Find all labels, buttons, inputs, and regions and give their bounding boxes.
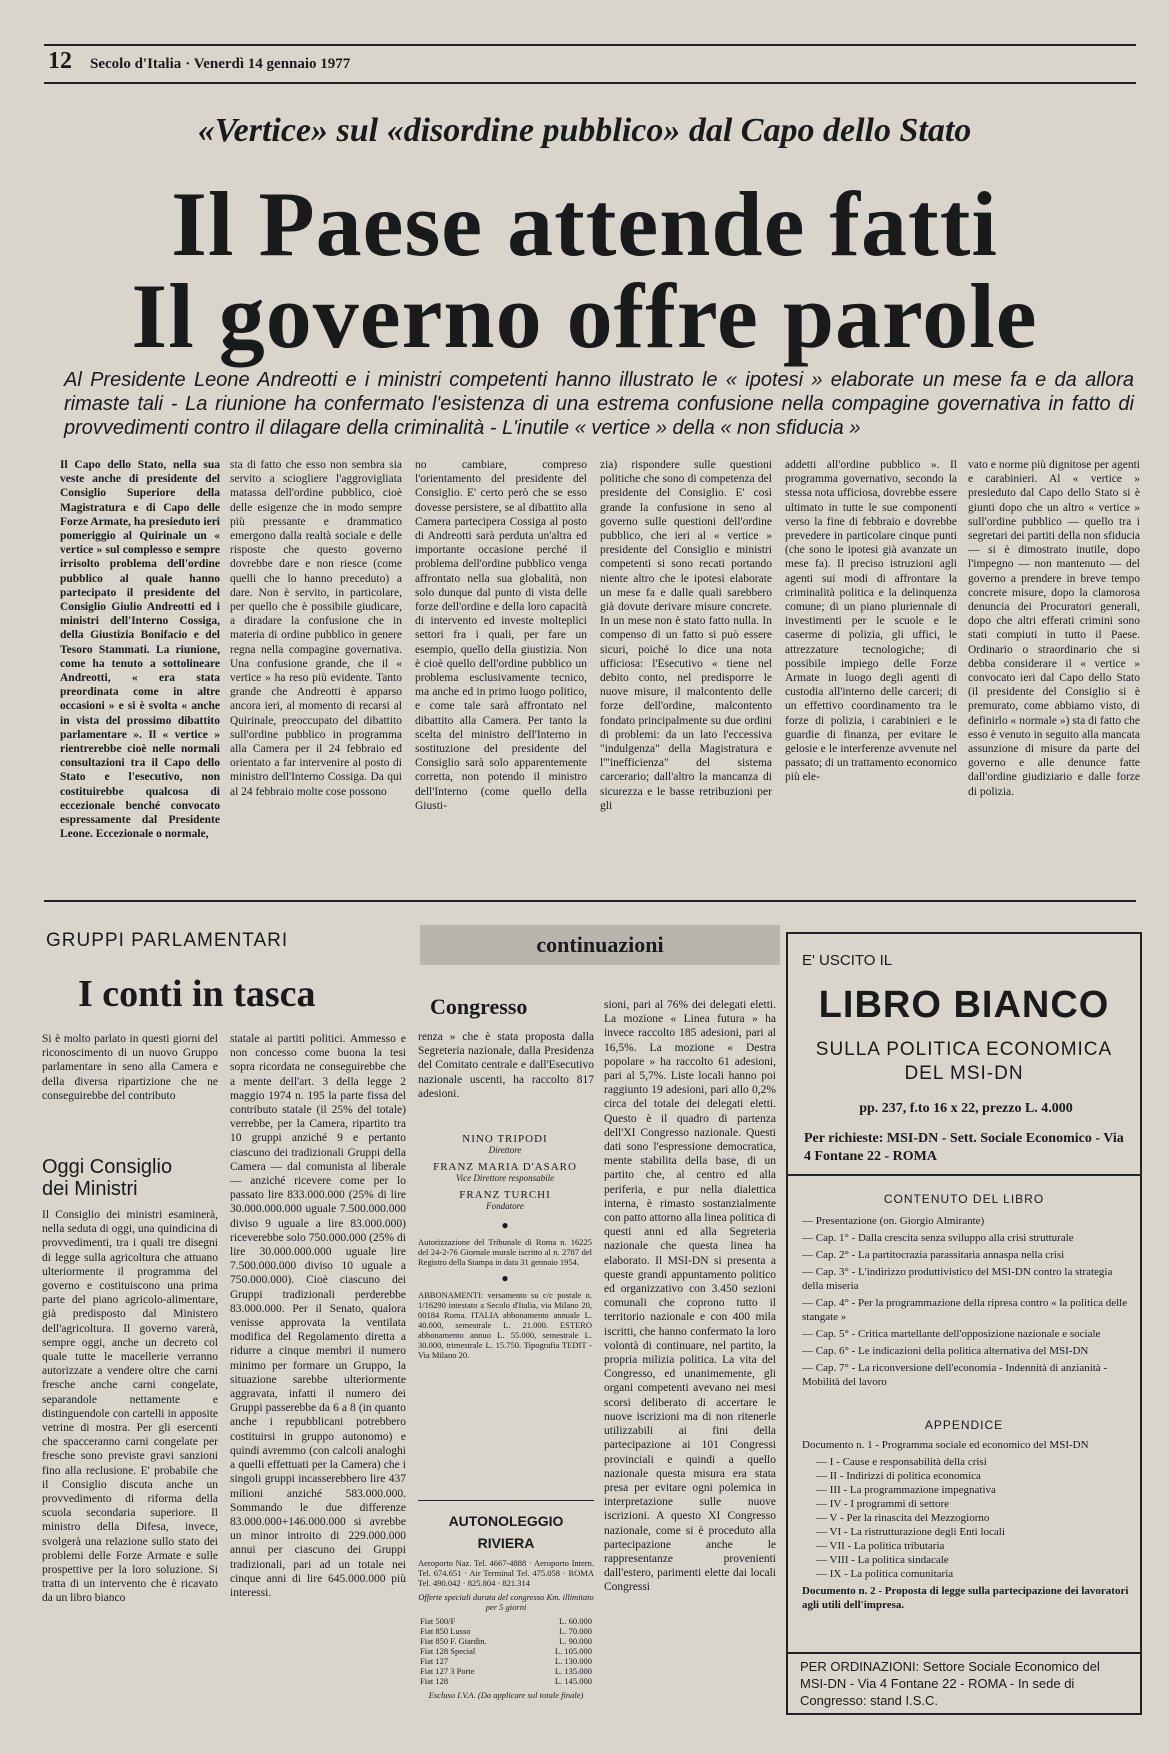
car-model: Fiat 850 F. Giardin.	[420, 1636, 487, 1646]
car-model: Fiat 128	[420, 1676, 449, 1686]
page-number: 12	[48, 48, 72, 74]
appendix-list	[802, 1438, 1132, 1615]
article-kicker: «Vertice» sul «disordine pubblico» dal Capo dello Stato	[197, 112, 972, 149]
masthead-box	[418, 1128, 592, 1490]
list-item: — Cap. 4° - Per la programmazione della ripresa contro « la politica delle stangate »	[802, 1297, 1128, 1323]
car-price: L. 60.000	[559, 1616, 592, 1626]
car-price: L. 130.000	[554, 1656, 592, 1666]
gruppi-column-2: statale ai partiti politici. Ammesso e non concesso come buona la tesi sopra ricordata ne conseguirebbe che a mente dell'art. 3 della legge 2 maggio 1974 n. 195 la parte fissa del contributo statale (il 25% del totale) verrebbe, per la Camera, ripartito tra 10 gruppi anziché 9 e pertanto ciascuno dei tradizionali Gruppi della Camera — dal comunista al liberale — anziché ricevere come per lo passato lire 833.000.000 (25% di lire 30.000.000.000 uguale 7.500.000.000 diviso 9 uguale a lire 83.000.000) riceverebbe solo 750.000.000 (25% di lire 30.000.000.000 uguale lire 7.500.000.000 diviso 10 uguale a 750.000.000). Cioè ciascuno dei Gruppi tradizionali perderebbe 83.000.000. Per il Senato, qualora venisse approvata la ventilata modifica del Regolamento diretta a ridurre a cinque membri il numero minimo per formare un Gruppo, la situazione sarebbe ulteriormente aggravata, infatti il numero dei Gruppi passerebbe da 6 a 8 (in quanto anche i repubblicani potrebbero costituirsi in gruppo autonomo) e quindi avremmo (con calcoli analoghi a quelli effettuati per la Camera) che i singoli gruppi incasserebbero lire 437 milioni anziché 583.000.000. Sommando le due differenze 83.000.000+146.000.000 si avrebbe un minor introito di 229.000.000 annui per ciascuno dei Gruppi tradizionali, pari ad un totale nei cinque anni di lire 645.000.000 più interessi.	[230, 1033, 406, 1599]
libro-intro: E' USCITO IL	[802, 952, 893, 969]
ad-offer-note: Offerte speciali durata del congresso Km. illimitato per 5 giorni	[418, 1592, 594, 1612]
libro-divider	[788, 1174, 1140, 1176]
article-column-5: addetti all'ordine pubblico ». Il programma governativo, secondo la stessa nota ufficiosa, dovrebbe essere ultimato in tutte le sue componenti verso la fine di febbraio e dovrebbe prevedere in particolare cinque punti (che sono le ipotesi già avanzate un mese fa). Il preciso istruzioni agli agenti sui modi di affrontare la criminalità politica e la delinquenza comune; di un piano pluriennale di investimenti per le scuole e le caserme di polizia, gli uffici, le attrezzature tecnologiche; di possibile impiego delle Forze Armate in luogo degli agenti di custodia all'interno delle carceri; di un effettivo coordinamento tra le forze di polizia, i carabinieri e le guardie di finanza, per evitare le gelosie e le interferenze avvenute nel passato; di un trattamento economico più ele-	[785, 459, 957, 784]
list-item: — Cap. 7° - La riconversione dell'economia - Indennità di anzianità - Mobilità del lavoro	[802, 1362, 1108, 1388]
libro-divider	[788, 1652, 1140, 1654]
list-item: — Cap. 3° - L'indirizzo produttivistico del MSI-DN contro la strategia della miseria	[802, 1266, 1113, 1292]
table-row	[418, 1616, 594, 1626]
rates-table	[418, 1616, 594, 1686]
consiglio-title-line-2: dei Ministri	[42, 1178, 138, 1200]
gruppi-title: I conti in tasca	[78, 973, 316, 1015]
ad-footer: Escluso I.V.A. (Da applicare sul totale finale)	[428, 1690, 584, 1700]
list-item: — Cap. 1° - Dalla crescita senza sviluppo alla crisi strutturale	[802, 1232, 1074, 1244]
list-item: — V - Per la rinascita del Mezzogiorno	[816, 1512, 990, 1524]
article-column-6: vato e norme più dignitose per agenti e carabinieri. Al « vertice » presieduto dal Capo dello Stato si è giunti dopo che un altro « vertice » sull'ordine pubblico — quello tra i segretari dei partiti della non sfiducia — si è dimostrato inutile, dopo l'impegno — non mantenuto — del governo a prendere in breve tempo concrete misure, dopo la clamorosa denuncia dei Procuratori generali, dopo che altri efferati crimini sono stati compiuti in tutto il Paese. Ordinario o straordinario che si debba considerare il « vertice » convocato ieri dal Capo dello Stato (il presidente del Consiglio si è premurato, come abbiamo visto, di definirlo « normale ») sta di fatto che esso è venuto in seguito alla mancata assunzione di misure da parte del governo e alle denunce fatte dall'ordine giudiziario e dalle forze di polizia.	[968, 459, 1140, 798]
libro-subtitle	[788, 1038, 1140, 1086]
car-price: L. 105.000	[554, 1646, 592, 1656]
list-item: — IX - La politica comunitaria	[816, 1568, 954, 1580]
continuazioni-banner: continuazioni	[420, 925, 780, 965]
gruppi-column-1: Si è molto parlato in questi giorni del riconoscimento di un nuovo Gruppo parlamentare in seno alla Camera e della diversa ripartizione che ne conseguirebbe del contributo	[42, 1033, 218, 1102]
list-item: — Presentazione (on. Giorgio Almirante)	[802, 1215, 985, 1227]
car-price: L. 90.000	[559, 1636, 592, 1646]
list-item: — IV - I programmi di settore	[816, 1498, 949, 1510]
article-column-2: sta di fatto che esso non sembra sia servito a sciogliere l'aggrovigliata matassa dell'ordine pubblico, cioè delle esigenze che in modo sempre più pressante e drammatico emergono dalla realtà sociale e delle risposte che questo governo dovrebbe dare e non riesce (come quelli che lo hanno preceduto) a dare. Non è servito, in particolare, per quello che è possibile giudicare, a diradare la confusione che in materia di ordine pubblico in genere regna nella compagine governativa. Una confusione grande, che il « vertice » ha reso più evidente. Tanto grande che Andreotti è apparso ancora ieri, al momento di recarsi al Quirinale, preoccupato del dibattito sull'ordine pubblico in programma alla Camera per il 24 febbraio ed orientato a far intervenire al posto di ministro dell'Interno Cossiga. Da qui al 24 febbraio molte cose possono	[230, 459, 402, 798]
autonoleggio-ad	[418, 1510, 594, 1740]
table-row	[418, 1656, 594, 1666]
list-item: — VI - La ristrutturazione degli Enti locali	[816, 1526, 1005, 1538]
libro-subtitle-line-2: DEL MSI-DN	[904, 1063, 1024, 1084]
order-info: PER ORDINAZIONI: Settore Sociale Economico del MSI-DN - Via 4 Fontane 22 - ROMA - In sede di Congresso: stand I.S.C.	[800, 1659, 1100, 1708]
section-divider	[44, 900, 1136, 902]
director-name: NINO TRIPODI	[462, 1133, 548, 1145]
ad-title-line-1: AUTONOLEGGIO	[448, 1513, 564, 1529]
table-row	[418, 1666, 594, 1676]
contents-heading: CONTENUTO DEL LIBRO	[883, 1192, 1045, 1206]
vice-director-name: FRANZ MARIA D'ASARO	[433, 1161, 577, 1173]
issue-date: Venerdì 14 gennaio 1977	[193, 56, 351, 72]
header-rule	[44, 82, 1136, 84]
car-model: Fiat 128 Special	[420, 1646, 476, 1656]
consiglio-article: Il Consiglio dei ministri esaminerà, nella seduta di oggi, una quindicina di provvedimenti, tra i quali tre disegni di legge sulla agricoltura che attuano ulteriormente il programma del governo e costituiscono una prima parte del piano agricolo-alimentare, già predisposto dal Ministero dell'agricoltura. Il governo varerà, sempre oggi, anche un decreto col quale tutte le macellerie verranno autorizzate a vendere oltre che carni fresche anche carni congelate, separandole nettamente e distinguendole con cartelli in apposite vetrine di mostra. Per gli esercenti che spacceranno carni congelate per fresche sono previste gravi sanzioni fino alla reclusione. E' probabile che il Consiglio discuta anche un provvedimento di riforma della scuola secondaria superiore. Il ministro della Difesa, invece, svolgerà una relazione sullo stato dei problemi delle Forze Armate e sulle prospettive per la loro soluzione. Si tratta di un intervento che è ricavato da un libro bianco	[42, 1209, 218, 1605]
car-model: Fiat 127 3 Porte	[420, 1666, 475, 1676]
article-subhead: Al Presidente Leone Andreotti e i ministri competenti hanno illustrato le « ipotesi » elaborate un mese fa e da allora rimaste tali - La riunione ha confermato l'esistenza di una estrema confusione nella compagine governativa in fatto di provvedimenti contro il dilagare della criminalità - L'inutile « vertice » della « non sfiducia »	[64, 369, 1134, 439]
director-role: Direttore	[488, 1145, 522, 1155]
section-label: GRUPPI PARLAMENTARI	[46, 930, 289, 951]
consiglio-title	[42, 1156, 222, 1200]
newspaper-name: Secolo d'Italia	[90, 56, 182, 72]
list-item: Documento n. 1 - Programma sociale ed economico del MSI-DN	[802, 1439, 1089, 1451]
congresso-column-2: sioni, pari al 76% dei delegati eletti. La mozione « Linea futura » ha invece raccolto 185 adesioni, pari al 16,5%. La mozione « Destra popolare » ha raccolto 61 adesioni, pari al 5,7%. Liste locali hanno poi raggiunto 19 adesioni, pari allo 0,2% circa del totale dei delegati eletti. Questo è il quadro di partenza dell'XI Congresso nazionale. Questi dati sono l'espressione democratica, mente stabilita della base, di un partito che, al centro ed alla periferia, e pur nella dialettica interna, è rimasto sostanzialmente con patto attorno alla linea politica di questi anni ed alla Segreteria nazionale che questa linea ha elaborato. Il MSI-DN si presenta a queste grandi appuntamento politico ed organizzativo con 3.450 sezioni comunali che coprono tutto il territorio nazionale e con 400 mila iscritti, che hanno confermato la loro volontà di continuare, nel partito, la propria milizia politica. La vita del Congresso, ed unanimemente, gli organi competenti avevano nei mesi scorsi deliberato di accertare le nuove iscrizioni ma di non ritenerle utilizzabili ai fini della partecipazione ai 101 Congressi provinciali e quindi a quello nazionale questa misura era stata presa per evitare ogni polemica in interpretazione sulle nuove iscrizioni. A questo XI Congresso nazionale, come si è proceduto alla partecipazione anche le rappresentanze provenienti dall'estero, parimenti elette dai locali Congressi	[604, 999, 776, 1594]
headline-line-1: Il Paese attende fatti	[171, 173, 998, 275]
libro-subtitle-line-1: SULLA POLITICA ECONOMICA	[815, 1039, 1113, 1060]
registration-text: Autorizzazione del Tribunale di Roma n. 16225 del 24-2-76 Giornale murale iscritto al n. 2787 del Registro della Stampa in data 31 gennaio 1954.	[418, 1237, 592, 1267]
subscription-text: ABBONAMENTI: versamento su c/c postale n. 1/16290 intestato a Secolo d'Italia, via Milano 20, 00184 Roma. ITALIA abbonamento annuale L. 40.000, semestrale L. 21.000. ESTERO abbonamento annuo L. 55.000, semestrale L. 30.000, trimestrale L. 15.750. Tipografia TEDIT - Via Milano 20.	[418, 1290, 592, 1360]
list-item: Documento n. 2 - Proposta di legge sulla partecipazione dei lavoratori agli utili dell'impresa.	[802, 1585, 1129, 1611]
list-item: — III - La programmazione impegnativa	[816, 1484, 996, 1496]
article-column-1: Il Capo dello Stato, nella sua veste anche di presidente del Consiglio Superiore della Magistratura e di Capo delle Forze Armate, ha presieduto ieri pomeriggio al Quirinale un « vertice » sul complesso e sempre irrisolto problema dell'ordine pubblico al quale hanno partecipato il presidente del Consiglio Giulio Andreotti ed i ministri dell'Interno Cossiga, della Giustizia Bonifacio e del Tesoro Stammati. La riunione, come ha tenuto a sottolineare Andreotti, « era stata preordinata come in altre occasioni » e si è svolta « anche in vista del prossimo dibattito parlamentare ». Il « vertice » rientrerebbe cioè nelle normali consultazioni tra il Capo dello Stato e l'esecutivo, non costituirebbe qualcosa di eccezionale benché convocato espressamente dal Presidente Leone. Eccezionale o normale,	[60, 459, 220, 841]
libro-bianco-box	[786, 932, 1142, 1715]
contents-list	[802, 1214, 1132, 1392]
vice-director-role: Vice Direttore responsabile	[455, 1173, 555, 1183]
masthead-divider	[418, 1500, 594, 1501]
car-model: Fiat 500/F	[420, 1616, 456, 1626]
bullet-icon: ●	[501, 1218, 509, 1232]
ad-title-line-2: RIVIERA	[477, 1535, 535, 1551]
founder-name: FRANZ TURCHI	[459, 1189, 551, 1201]
car-price: L. 135.000	[554, 1666, 592, 1676]
list-item: — VII - La politica tributaria	[816, 1540, 945, 1552]
car-model: Fiat 850 Lusso	[420, 1626, 471, 1636]
headline-line-2: Il governo offre parole	[131, 265, 1038, 367]
libro-title: LIBRO BIANCO	[818, 984, 1110, 1026]
list-item: — Cap. 5° - Critica martellante dell'opposizione nazionale e sociale	[802, 1328, 1101, 1340]
car-price: L. 70.000	[559, 1626, 592, 1636]
founder-role: Fondatore	[486, 1201, 524, 1211]
bullet-icon: ●	[501, 1271, 509, 1285]
article-column-4: zia) rispondere sulle questioni politiche che sono di competenza del presidente del Consiglio. E' così grande la confusione in seno al governo sulle questioni dell'ordine pubblico, che ieri al « vertice » presidente del Consiglio e ministri competenti si sono recati portando niente altro che le ipotesi elaborate un mese fa e dalle quali sarebbero già dovute derivare misure concrete. In un mese non è stato fatto nulla. In compenso di un fatto si può essere sicuri, poiché lo dice una nota ufficiosa: l'Esecutivo « tiene nel debito conto, nel predisporre le nuove misure, il malcontento delle forze dell'ordine, malcontento fondato principalmente su due ordini di problemi: da un lato l'eccessiva "indulgenza" della Magistratura e l'"inefficienza" del sistema carcerario; dall'altro la mancanza di sicurezza e le basse retribuzioni per gli	[600, 459, 772, 812]
list-item: — I - Cause e responsabilità della crisi	[816, 1456, 987, 1468]
list-item: — VIII - La politica sindacale	[816, 1554, 949, 1566]
table-row	[418, 1646, 594, 1656]
ad-contacts: Aeroporto Naz. Tel. 4667-4888 · Aeroporto Intern. Tel. 674.651 · Air Terminal Tel. 475.058 · ROMA Tel. 490.042 · 825.804 · 821.314	[418, 1558, 594, 1588]
congresso-column-1: renza » che è stata proposta dalla Segreteria nazionale, dalla Presidenza del Comitato centrale e dall'Esecutivo nazionale uscenti, ha raccolto 817 adesioni.	[418, 1031, 594, 1100]
list-item: — Cap. 2° - La partitocrazia parassitaria annaspa nella crisi	[802, 1249, 1065, 1261]
libro-requests: Per richieste: MSI-DN - Sett. Sociale Economico - Via 4 Fontane 22 - ROMA	[804, 1131, 1124, 1164]
congresso-title: Congresso	[430, 994, 528, 1019]
table-row	[418, 1676, 594, 1686]
article-column-3: no cambiare, compreso l'orientamento del presidente del Consiglio. E' certo però che se esso dovesse persistere, se al dibattito alla Camera partecipera Cossiga al posto di Andreotti sarà perduta un'altra ed importante occasione perché il problema dell'ordine pubblico venga affrontato nella sua globalità, non solo dunque dal punto di vista delle forze dell'ordine e della loro capacità di intervento ed investe molteplici settori fra i quali, per fare un esempio, quello della giustizia. Non è cioè quello dell'ordine pubblico un problema esclusivamente tecnico, ma anche ed in primo luogo politico, e come tale sarà affrontato nel dibattito alla Camera. Per tanto la scelta del ministro dell'Interno in sostituzione del presidente del Consiglio sarà solo apparentemente corretta, non potendo il ministro dell'Interno (come quello della Giusti-	[415, 459, 587, 812]
appendix-heading: APPENDICE	[924, 1418, 1004, 1432]
page-header: 12 Secolo d'Italia · Venerdì 14 gennaio 1977	[48, 48, 351, 74]
libro-price: pp. 237, f.to 16 x 22, prezzo L. 4.000	[859, 1101, 1073, 1116]
car-price: L. 145.000	[554, 1676, 592, 1686]
table-row	[418, 1636, 594, 1646]
top-rule	[44, 44, 1136, 46]
car-model: Fiat 127	[420, 1656, 449, 1666]
list-item: — II - Indirizzi di politica economica	[816, 1470, 981, 1482]
table-row	[418, 1626, 594, 1636]
list-item: — Cap. 6° - Le indicazioni della politica alternativa del MSI-DN	[802, 1345, 1089, 1357]
consiglio-title-line-1: Oggi Consiglio	[42, 1156, 173, 1178]
